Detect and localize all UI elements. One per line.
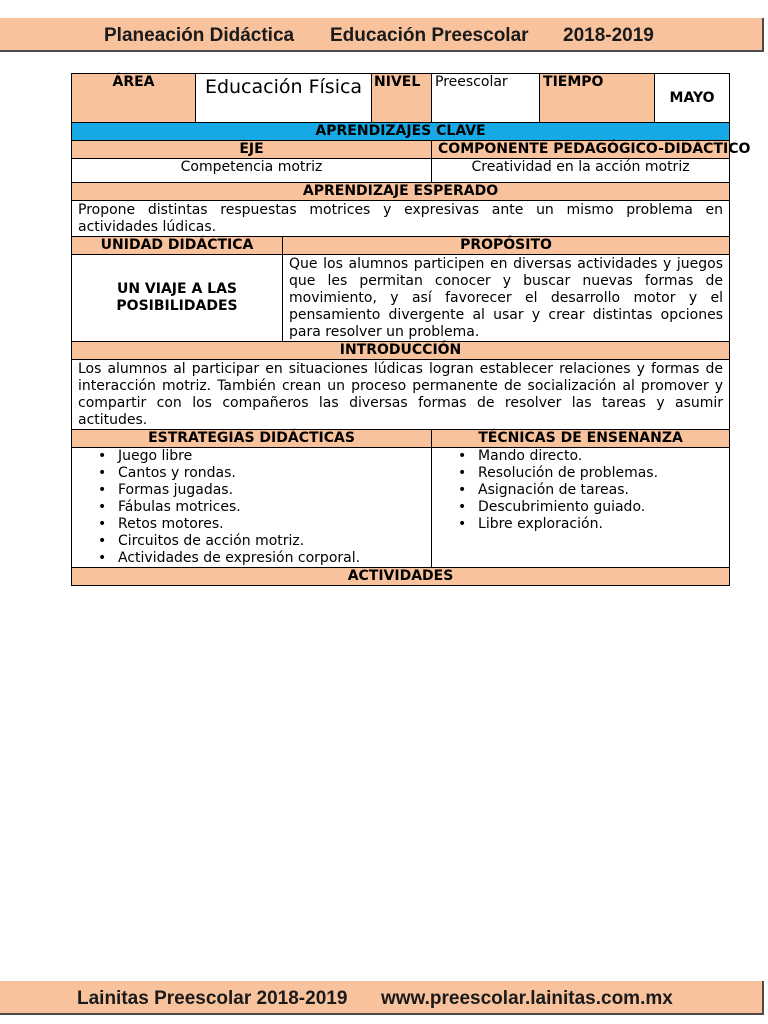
tecnicas-label: TÉCNICAS DE ENSEÑANZA [432, 430, 730, 448]
header-level: Educación Preescolar [330, 25, 529, 46]
proposito-label: PROPÓSITO [283, 237, 730, 255]
aprendizaje-esperado-heading: APRENDIZAJE ESPERADO [72, 183, 730, 201]
header-year: 2018-2019 [563, 25, 654, 46]
list-item: • Fábulas motrices. [72, 499, 431, 516]
header-title: Planeación Didáctica [104, 25, 295, 46]
list-item: • Libre exploración. [432, 516, 729, 533]
tiempo-value: MAYO [655, 74, 730, 123]
list-item: • Cantos y rondas. [72, 465, 431, 482]
header-band [0, 18, 764, 52]
estrategias-cell [72, 448, 432, 568]
footer-url: www.preescolar.lainitas.com.mx [381, 988, 673, 1009]
list-item: • Resolución de problemas. [432, 465, 729, 482]
eje-label: EJE [72, 141, 432, 159]
list-item: • Mando directo. [432, 448, 729, 465]
planning-table [71, 73, 751, 586]
area-label: ÁREA [72, 74, 196, 123]
unidad-value: UN VIAJE A LAS POSIBILIDADES [72, 255, 283, 342]
introduccion-heading: INTRODUCCIÓN [72, 342, 730, 360]
list-item: • Circuitos de acción motriz. [72, 533, 431, 550]
list-item: • Descubrimiento guiado. [432, 499, 729, 516]
estrategias-list [72, 448, 431, 567]
list-item: • Retos motores. [72, 516, 431, 533]
introduccion-text: Los alumnos al participar en situaciones lúdicas logran establecer relaciones y formas de interacción motriz. También crean un proceso permanente de socialización al promover y compartir con los compañeros las diversas formas de resolver las tareas y asumir actitudes. [72, 360, 730, 430]
tecnicas-list [432, 448, 729, 533]
componente-value: Creatividad en la acción motriz [432, 159, 730, 183]
nivel-value: Preescolar [432, 74, 540, 123]
componente-label: COMPONENTE PEDAGÓGICO-DIDÁCTICO [432, 141, 730, 159]
footer-brand: Lainitas Preescolar 2018-2019 [77, 988, 348, 1009]
list-item: • Asignación de tareas. [432, 482, 729, 499]
list-item: • Actividades de expresión corporal. [72, 550, 431, 567]
tecnicas-cell [432, 448, 730, 568]
eje-value: Competencia motriz [72, 159, 432, 183]
nivel-label: NIVEL [372, 74, 432, 123]
estrategias-label: ESTRATEGIAS DIDÁCTICAS [72, 430, 432, 448]
unidad-label: UNIDAD DIDÁCTICA [72, 237, 283, 255]
footer-band [0, 981, 764, 1015]
list-item: • Juego libre [72, 448, 431, 465]
aprendizaje-esperado-text: Propone distintas respuestas motrices y expresivas ante un mismo problema en actividades lúdicas. [72, 201, 730, 237]
proposito-text: Que los alumnos participen en diversas actividades y juegos que les permitan conocer y buscar nuevas formas de movimiento, y así favorecer el desarrollo motor y el pensamiento divergente al usar y crear distintas opciones para resolver un problema. [283, 255, 730, 342]
aprendizajes-clave-heading: APRENDIZAJES CLAVE [72, 123, 730, 141]
list-item: • Formas jugadas. [72, 482, 431, 499]
actividades-heading: ACTIVIDADES [72, 568, 730, 586]
tiempo-label: TIEMPO [540, 74, 655, 123]
area-value: Educación Física [196, 74, 372, 123]
